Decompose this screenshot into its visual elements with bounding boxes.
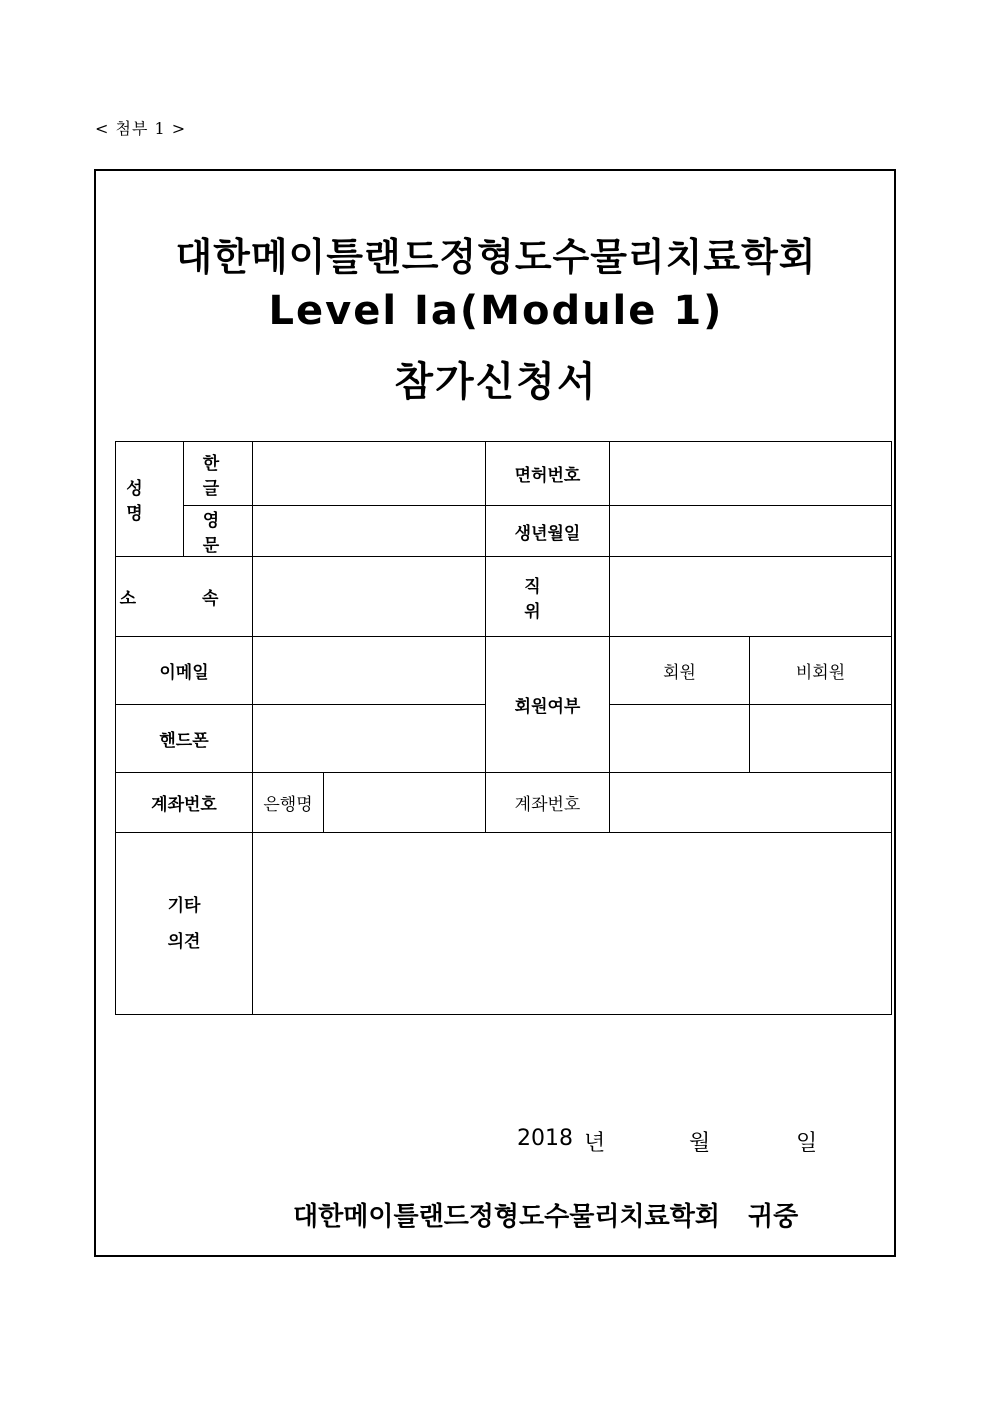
account-label: 계좌번호 (116, 773, 253, 833)
affiliation-label: 소 속 (116, 557, 253, 637)
nonmember-label: 비회원 (750, 637, 892, 705)
english-name-field[interactable] (253, 506, 486, 557)
addressee-organization: 대한메이틀랜드정형도수물리치료학회 (293, 1202, 720, 1232)
bank-name-field[interactable] (324, 773, 486, 833)
korean-name-label: 한 글 (184, 442, 253, 506)
date-day-unit: 일 (796, 1131, 818, 1156)
birth-date-field[interactable] (610, 506, 892, 557)
title-course: Level Ia(Module 1) (268, 288, 724, 334)
member-checkbox-cell[interactable] (610, 705, 750, 773)
license-number-field[interactable] (610, 442, 892, 506)
phone-field[interactable] (253, 705, 486, 773)
member-label: 회원 (610, 637, 750, 705)
date-year-unit: 년 (584, 1131, 606, 1156)
other-comments-label (116, 833, 253, 1015)
account-number-field[interactable] (610, 773, 892, 833)
affiliation-field[interactable] (253, 557, 486, 637)
position-label: 직 위 (486, 557, 610, 637)
date-line (0, 1126, 992, 1156)
phone-label: 핸드폰 (116, 705, 253, 773)
date-month-unit: 월 (689, 1131, 711, 1156)
email-field[interactable] (253, 637, 486, 705)
email-label: 이메일 (116, 637, 253, 705)
license-number-label: 면허번호 (486, 442, 610, 506)
birth-date-label: 생년월일 (486, 506, 610, 557)
english-name-label: 영 문 (184, 506, 253, 557)
other-comments-field[interactable] (253, 833, 892, 1015)
attachment-label: < 첨부 1 > (95, 119, 187, 138)
membership-label: 회원여부 (486, 637, 610, 773)
other-comments-label-line2: 의견 (167, 931, 201, 952)
application-form-table (115, 441, 892, 1015)
position-field[interactable] (610, 557, 892, 637)
title-application: 참가신청서 (394, 359, 598, 405)
addressee (293, 1196, 798, 1233)
name-label: 성 명 (116, 442, 184, 557)
title-organization: 대한메이틀랜드정형도수물리치료학회 (175, 235, 817, 279)
other-comments-label-line1: 기타 (167, 895, 201, 916)
bank-name-label: 은행명 (253, 773, 324, 833)
date-year: 2018 (517, 1126, 573, 1151)
addressee-suffix: 귀중 (747, 1202, 799, 1232)
nonmember-checkbox-cell[interactable] (750, 705, 892, 773)
account-number-label: 계좌번호 (486, 773, 610, 833)
korean-name-field[interactable] (253, 442, 486, 506)
